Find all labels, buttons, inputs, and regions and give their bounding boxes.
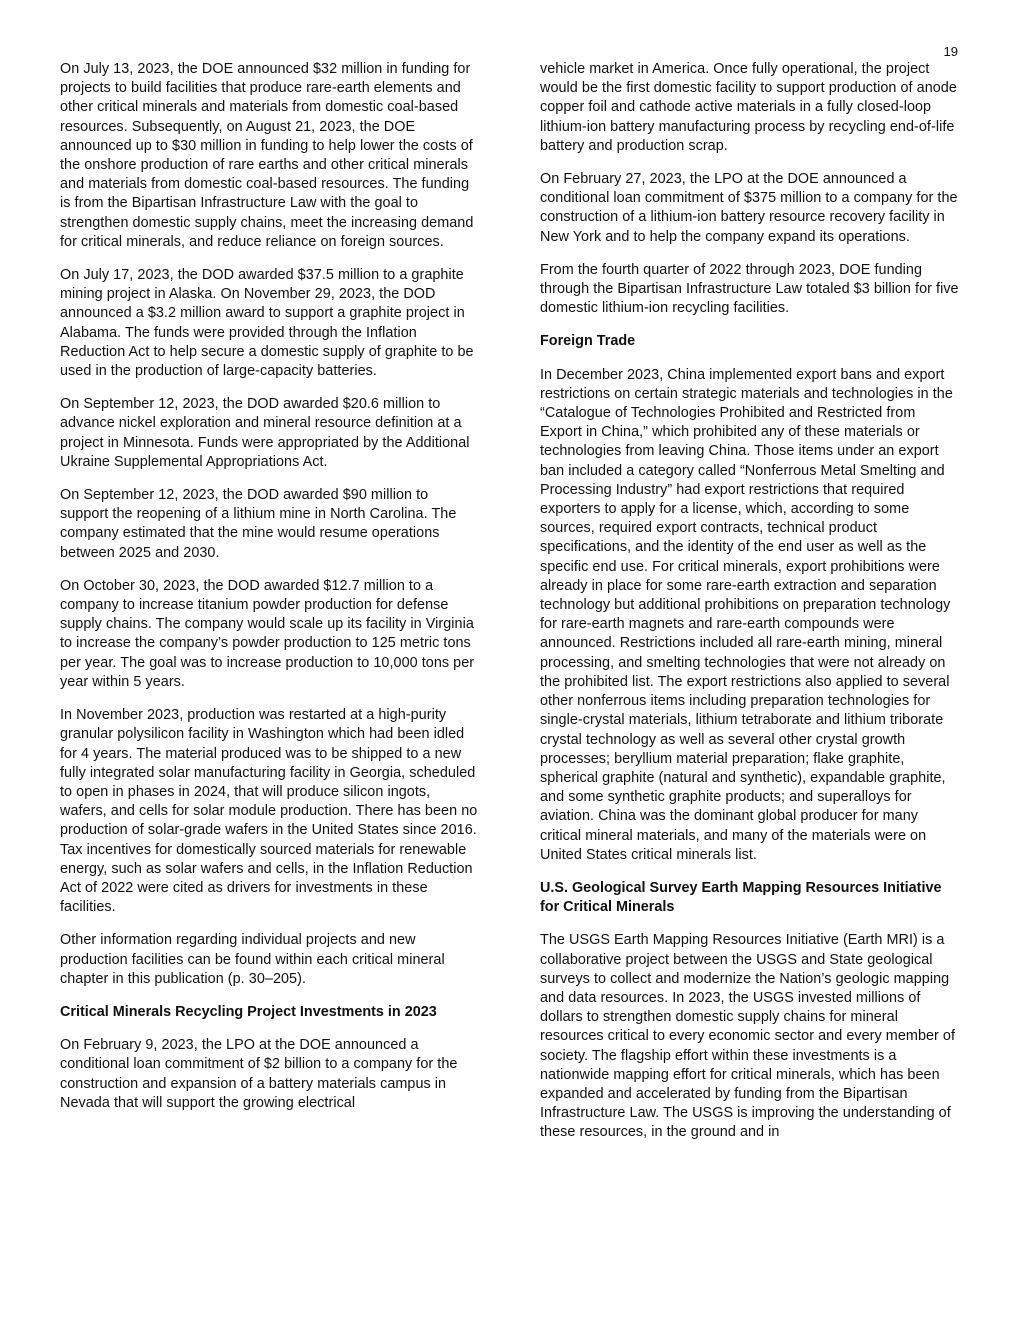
paragraph-titanium-virginia: On October 30, 2023, the DOD awarded $12.7 million to a company to increase titanium powder production for defense supply chains. The company would scale up its facility in Virginia to increase the company’s powder production to 125 metric tons per year. The goal was to increase production to 10,000 tons per year within 5 years. <box>60 577 475 690</box>
right-column <box>540 60 960 1157</box>
paragraph-china-export-restrictions: In December 2023, China implemented export bans and export restrictions on certain strategic materials and technologies in the “Catalogue of Technologies Prohibited and Restricted from Export in China,” which prohibited any of these materials or technologies from leaving China. Those items under an export ban included a category called “Nonferrous Metal Smelting and Processing Industry” had export restrictions that required exporters to apply for a license, which, according to some sources, required export contracts, technical product specifications, and the identity of the end user as well as the specific end use. For critical minerals, export prohibitions were already in place for some rare-earth extraction and separation technology but additional prohibitions on preparation technology for rare-earth magnets and rare-earth compounds were announced. Restrictions included all rare-earth mining, mineral processing, and smelting technologies that were not already on the prohibited list. The export restrictions also applied to several other nonferrous items including preparation technologies for single-crystal materials, lithium tetraborate and lithium triborate crystal technology as well as several other crystal growth processes; beryllium material preparation; flake graphite, spherical graphite (natural and synthetic), expandable graphite, and some synthetic graphite products; and superalloys for aviation. China was the dominant global producer for many critical mineral materials, and many of the materials were on United States critical minerals list. <box>540 366 953 863</box>
heading-usgs-earth-mri: U.S. Geological Survey Earth Mapping Resources Initiative for Critical Minerals <box>540 879 942 916</box>
paragraph-graphite-awards: On July 17, 2023, the DOD awarded $37.5 million to a graphite mining project in Alaska. On November 29, 2023, the DOD announced a $3.2 million award to support a graphite project in Alabama. The funds were provided through the Inflation Reduction Act to help secure a domestic supply of graphite to be used in the production of large-capacity batteries. <box>60 267 474 380</box>
paragraph-nickel-minnesota: On September 12, 2023, the DOD awarded $20.6 million to advance nickel exploration and mineral resource definition at a project in Minnesota. Funds were appropriated by the Additional Ukraine Supplemental Appropriations Act. <box>60 396 470 470</box>
heading-recycling-investments: Critical Minerals Recycling Project Investments in 2023 <box>60 1003 437 1020</box>
paragraph-polysilicon-washington: In November 2023, production was restarted at a high-purity granular polysilicon facility in Washington which had been idled for 4 years. The material produced was to be shipped to a new fully integrated solar manufacturing facility in Georgia, scheduled to open in phases in 2024, that will produce silicon ingots, wafers, and cells for solar module production. There has been no production of solar-grade wafers in the United States since 2016. Tax incentives for domestically sourced materials for renewable energy, such as solar wafers and cells, in the Inflation Reduction Act of 2022 were cited as drivers for investments in these facilities. <box>60 707 478 916</box>
heading-foreign-trade: Foreign Trade <box>540 333 636 350</box>
paragraph-lithium-north-carolina: On September 12, 2023, the DOD awarded $90 million to support the reopening of a lithium mine in North Carolina. The company estimated that the mine would resume operations between 2025 and 2030. <box>60 487 457 561</box>
paragraph-lithium-recovery-new-york: On February 27, 2023, the LPO at the DOE announced a conditional loan commitment of $375 million to a company for the construction of a lithium-ion battery resource recovery facility in New York and to help the company expand its operations. <box>540 171 958 245</box>
paragraph-coal-based-funding: On July 13, 2023, the DOE announced $32 million in funding for projects to build facilities that produce rare-earth elements and other critical minerals and materials from domestic coal-based resources. Subsequently, on August 21, 2023, the DOE announced up to $30 million in funding to help lower the costs of the onshore production of rare earths and other critical minerals and materials from domestic coal-based resources. The funding is from the Bipartisan Infrastructure Law with the goal to strengthen domestic supply chains, meet the increasing demand for critical minerals, and reduce reliance on foreign sources. <box>60 61 474 250</box>
paragraph-battery-campus-nevada: On February 9, 2023, the LPO at the DOE announced a conditional loan commitment of $2 billion to a company for the construction and expansion of a battery materials campus in Nevada that will support the growing electrical <box>60 1037 458 1111</box>
paragraph-earth-mri: The USGS Earth Mapping Resources Initiative (Earth MRI) is a collaborative project between the USGS and State geological surveys to collect and modernize the Nation’s geologic mapping and data resources. In 2023, the USGS invested millions of dollars to strengthen domestic supply chains for mineral resources critical to every economic sector and every member of society. The flagship effort within these investments is a nationwide mapping effort for critical minerals, which has been expanded and accelerated by funding from the Bipartisan Infrastructure Law. The USGS is improving the understanding of these resources, in the ground and in <box>540 932 956 1141</box>
left-column <box>60 60 480 1127</box>
paragraph-recycling-funding-total: From the fourth quarter of 2022 through 2023, DOE funding through the Bipartisan Infrastructure Law totaled $3 billion for five domestic lithium-ion recycling facilities. <box>540 261 959 317</box>
page-number: 19 <box>943 44 958 59</box>
paragraph-ev-market: vehicle market in America. Once fully operational, the project would be the first domestic facility to support production of anode copper foil and cathode active materials in a fully closed-loop lithium-ion battery manufacturing process by recycling end-of-life battery and production scrap. <box>540 61 957 154</box>
paragraph-other-information: Other information regarding individual projects and new production facilities can be found within each critical mineral chapter in this publication (p. 30–205). <box>60 932 445 987</box>
